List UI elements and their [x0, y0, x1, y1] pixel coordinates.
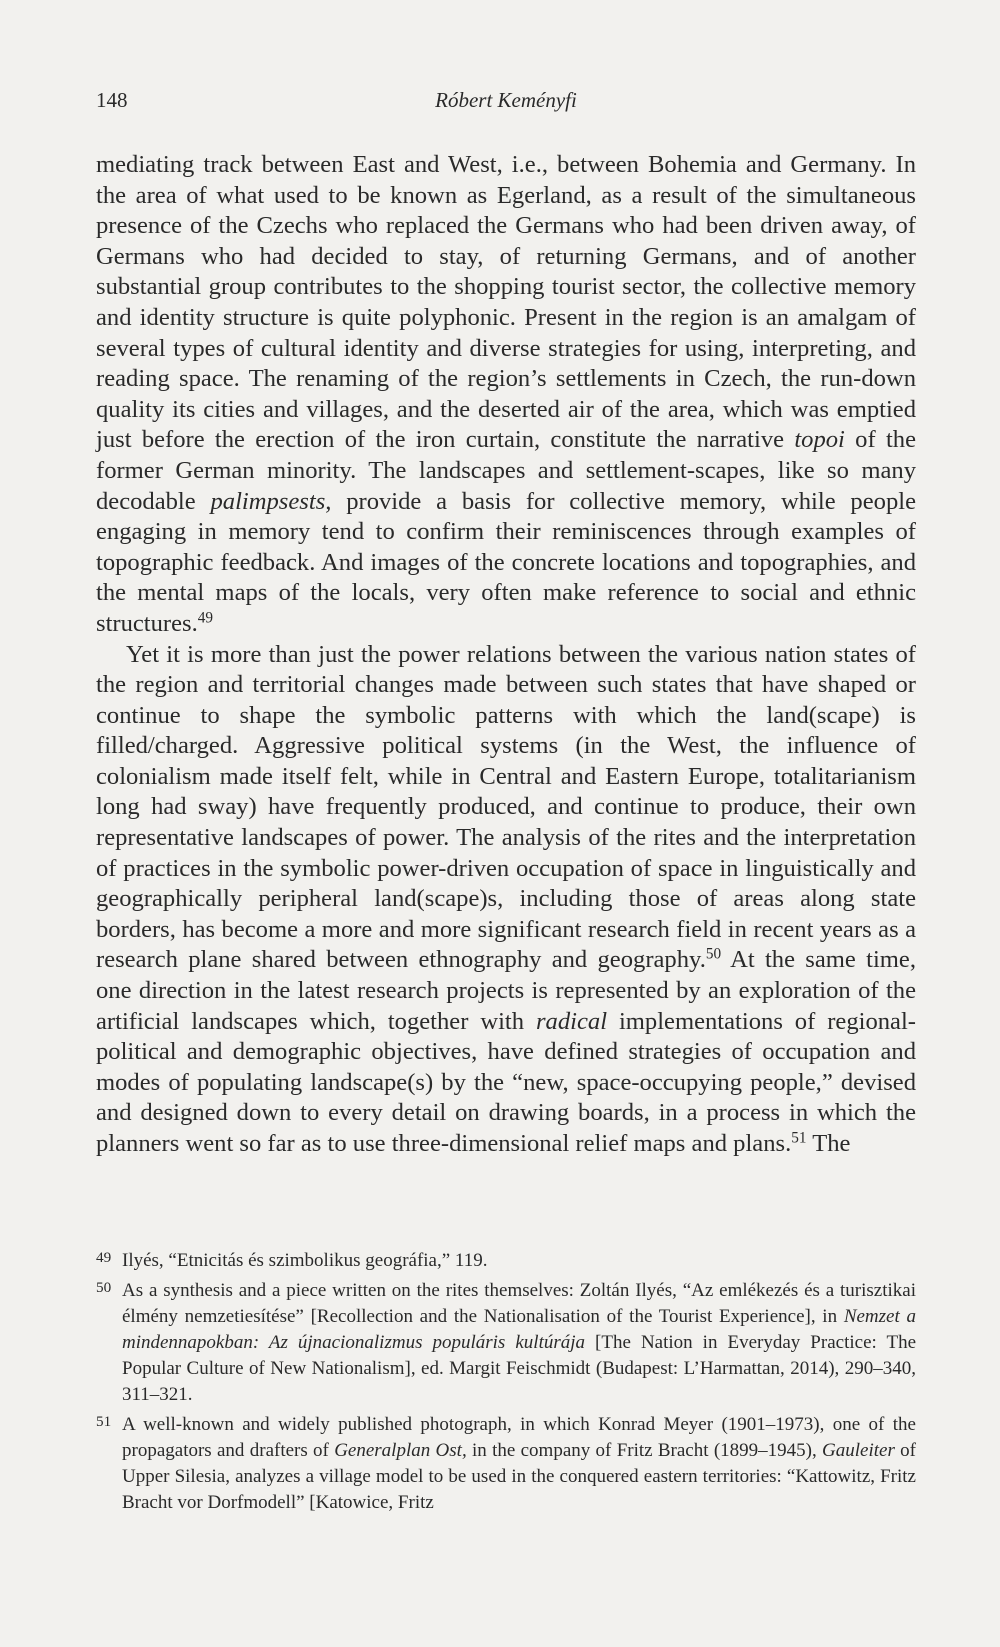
footnote-ref-49: 49: [197, 609, 214, 627]
footnote-text: As a synthesis and a piece written on the rites themselves: Zoltán Ilyés, “Az emlékezés és a turisztikai élmény nemzetiesítése” [Recollection and the Nationalisation of the Tourist Experience], in: [122, 1280, 916, 1327]
paragraph-1-text-c: provide a basis for collective memory, while people engaging in memory tend to confirm their reminiscences through examples of topographic feedback. And images of the concrete locations and topographies, and the mental maps of the locals, very often make reference to social and ethnic structures.: [96, 487, 916, 637]
footnote-49: [96, 1248, 916, 1274]
footnote-text-continued: [The Nation in Everyday Practice: The Popular Culture of New Nationalism], ed. Margit Feischmidt (Budapest: L’Harmattan, 2014), 290–340, 311–321.: [122, 1332, 916, 1405]
footnote-italic-gauleiter: Gauleiter: [822, 1440, 895, 1461]
footnote-text: Ilyés, “Etnicitás és szimbolikus geográfia,” 119.: [122, 1250, 488, 1271]
page-header: [96, 88, 916, 122]
italic-palimpsests: palimpsests,: [210, 487, 332, 515]
footnote-italic-title: Nemzet a mindennapokban: Az újnacionalizmus populáris kultúrája: [122, 1306, 916, 1353]
paragraph-2-text-d: The: [806, 1130, 851, 1157]
footnote-text-continued: in the company of Fritz Bracht (1899–1945),: [466, 1440, 823, 1461]
running-head: Róbert Keményfi: [435, 88, 577, 112]
footnote-text: A well-known and widely published photograph, in which Konrad Meyer (1901–1973), one of the propagators and drafters of: [122, 1414, 916, 1461]
paragraph-2: [96, 640, 916, 1160]
footnote-ref-50: 50: [705, 946, 722, 964]
paragraph-2-text-c: implementations of regional-political and demographic objectives, have defined strategies of occupation and modes of populating landscape(s) by the “new, space-occupying people,” devised and designed down to every detail on drawing boards, in a process in which the planners went so far as to use three-dimensional relief maps and plans.: [96, 1007, 916, 1157]
footnote-italic-generalplan: Generalplan Ost,: [334, 1440, 467, 1461]
page-number: 148: [96, 88, 128, 112]
paragraph-1-text-a: mediating track between East and West, i.e., between Bohemia and Germany. In the area of what used to be known as Egerland, as a result of the simultaneous presence of the Czechs who replaced the Germans who had been driven away, of Germans who had decided to stay, of returning Germans, and of another substantial group contributes to the shopping tourist sector, the collective memory and identity structure is quite polyphonic. Present in the region is an amalgam of several types of cultural identity and diverse strategies for using, interpreting, and reading space. The renaming of the region’s settlements in Czech, the run-down quality its cities and villages, and the deserted air of the area, which was emptied just before the erection of the iron curtain, constitute the narrative: [96, 151, 916, 454]
paragraph-2-text-b: At the same time, one direction in the latest research projects is represented by an exploration of the artificial landscapes which, together with: [96, 946, 916, 1035]
footnote-51: [96, 1412, 916, 1516]
body-text: [96, 150, 916, 1160]
footnotes: [96, 1248, 916, 1520]
footnote-number: 51: [96, 1413, 112, 1430]
paragraph-1: [96, 150, 916, 640]
paragraph-2-text-a: Yet it is more than just the power relations between the various nation states of the region and territorial changes made between such states that have shaped or continue to shape the symbolic patterns with which the land(scape) is filled/charged. Aggressive political systems (in the West, the influence of colonialism made itself felt, while in Central and Eastern Europe, totalitarianism long had sway) have frequently produced, and continue to produce, their own representative landscapes of power. The analysis of the rites and the interpretation of practices in the symbolic power-driven occupation of space in linguistically and geographically peripheral land(scape)s, including those of areas along state borders, has become a more and more significant research field in recent years as a research plane shared between ethnography and geography.: [96, 640, 916, 974]
italic-radical: radical: [535, 1007, 608, 1035]
paragraph-1-text-b: of the former German minority. The landscapes and settlement-scapes, like so many decodable: [96, 426, 916, 515]
footnote-ref-51: 51: [791, 1129, 807, 1147]
footnote-50: [96, 1278, 916, 1408]
footnote-text-end: of Upper Silesia, analyzes a village model to be used in the conquered eastern territories: “Kattowitz, Fritz Bracht vor Dorfmodell” [Katowice, Fritz: [122, 1440, 917, 1513]
footnote-number: 50: [96, 1279, 112, 1296]
footnote-number: 49: [96, 1249, 112, 1266]
italic-topoi: topoi: [794, 426, 845, 454]
